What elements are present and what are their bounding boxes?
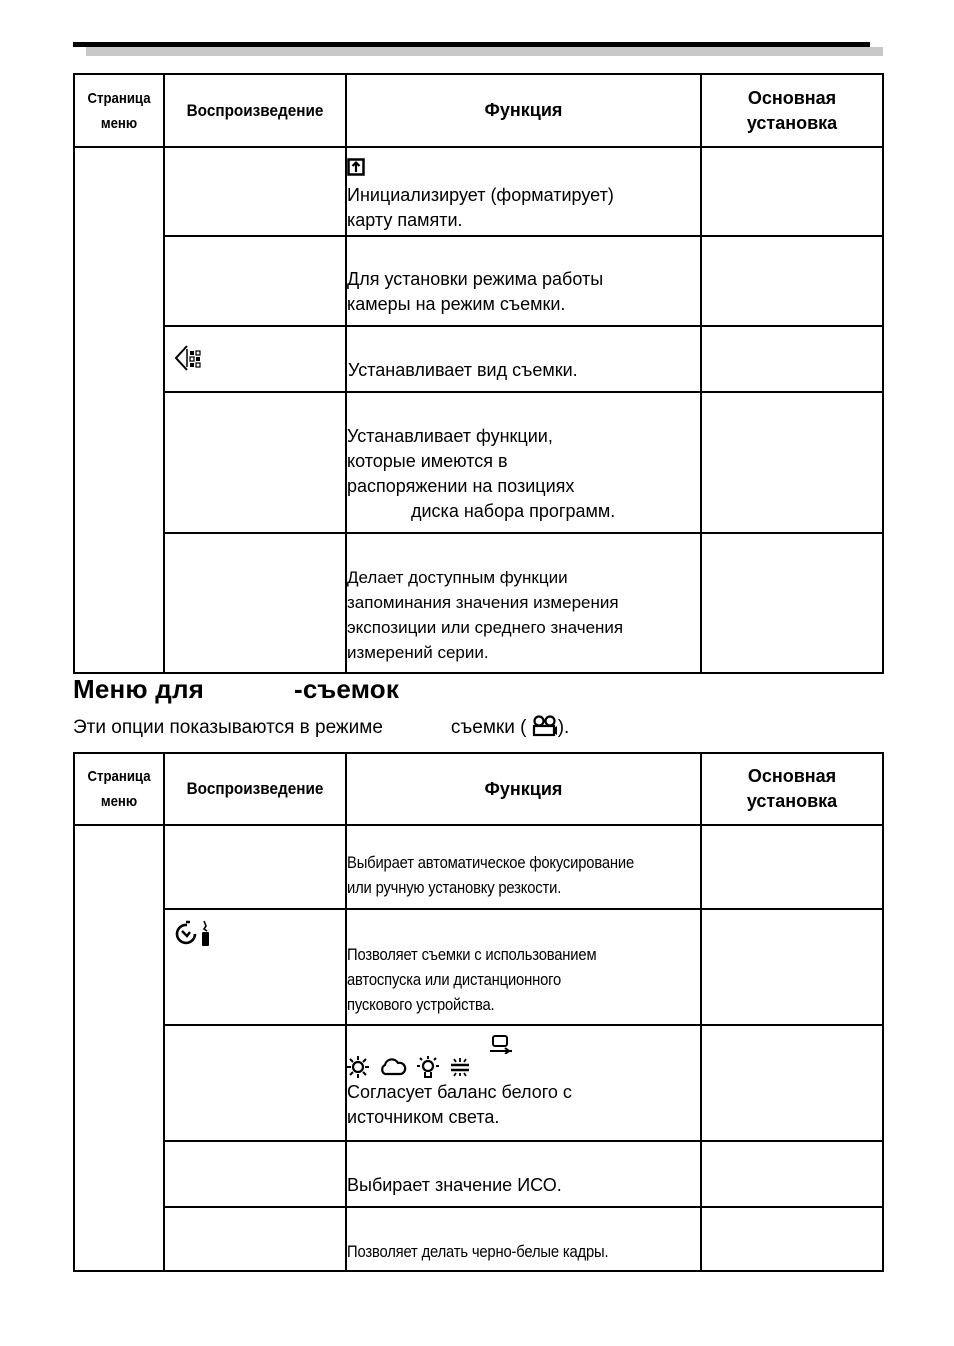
- page-cell: [74, 147, 164, 673]
- function-cell: Устанавливает функции, которые имеются в распоряжении на позициях диска набора программ.: [346, 392, 701, 533]
- table-row: [74, 1025, 883, 1141]
- function-cell: Выбирает значение ИСО.: [346, 1141, 701, 1207]
- playback-cell: [164, 1025, 346, 1141]
- tungsten-icon: [417, 1056, 439, 1078]
- card-format-icon: [347, 158, 365, 176]
- movie-camera-icon: [532, 715, 558, 737]
- function-cell: Для установки режима работы камеры на режим съемки.: [346, 236, 701, 326]
- function-cell: Позволяет съемки с использованием автоспуска или дистанционного пускового устройства.: [346, 909, 701, 1025]
- col-header-page: Страница меню: [79, 753, 158, 825]
- menu-table-2: [73, 752, 884, 1272]
- default-cell: [701, 825, 883, 909]
- section-title: Меню для -съемок: [73, 674, 400, 704]
- default-cell: [701, 1025, 883, 1141]
- function-cell: Позволяет делать черно-белые кадры.: [346, 1207, 701, 1271]
- daylight-icon: [347, 1056, 369, 1078]
- custom-wb-icon: [488, 1034, 514, 1054]
- default-cell: [701, 1207, 883, 1271]
- table-row: [74, 326, 883, 392]
- playback-cell: [164, 326, 346, 392]
- playback-cell: [164, 147, 346, 236]
- col-header-page: Страница меню: [79, 74, 158, 147]
- default-cell: [701, 147, 883, 236]
- col-header-default: Основная установка: [701, 74, 883, 147]
- self-timer-remote-icon: [175, 918, 215, 948]
- col-header-playback: Воспроизведение: [173, 74, 337, 147]
- playback-cell: [164, 1141, 346, 1207]
- table-header-row: [74, 74, 883, 147]
- default-cell: [701, 533, 883, 673]
- page-cell: [74, 825, 164, 1271]
- cloudy-icon: [379, 1057, 407, 1077]
- col-header-playback: Воспроизведение: [173, 753, 337, 825]
- default-cell: [701, 236, 883, 326]
- fluorescent-icon: [449, 1057, 471, 1077]
- playback-cell: [164, 533, 346, 673]
- playback-cell: [164, 909, 346, 1025]
- table-row: [74, 147, 883, 236]
- default-cell: [701, 392, 883, 533]
- function-cell: Инициализирует (форматирует) карту памяти.: [346, 147, 701, 236]
- menu-table-1: [73, 73, 884, 674]
- top-rule-shadow: [86, 47, 883, 56]
- table-header-row: [74, 753, 883, 825]
- table-row: [74, 1141, 883, 1207]
- default-cell: [701, 326, 883, 392]
- default-cell: [701, 909, 883, 1025]
- function-cell: Устанавливает вид съемки.: [346, 326, 701, 392]
- playback-cell: [164, 825, 346, 909]
- table-row: [74, 392, 883, 533]
- table-row: [74, 909, 883, 1025]
- col-header-function: Функция: [346, 74, 701, 147]
- shooting-mode-icon: [173, 343, 207, 373]
- playback-cell: [164, 236, 346, 326]
- table-row: [74, 825, 883, 909]
- col-header-default: Основная установка: [701, 753, 883, 825]
- table-row: [74, 533, 883, 673]
- function-cell: Согласует баланс белого с источником света.: [346, 1025, 701, 1141]
- table-row: [74, 1207, 883, 1271]
- playback-cell: [164, 1207, 346, 1271]
- function-cell: Делает доступным функции запоминания значения измерения экспозиции или среднего значения измерений серии.: [346, 533, 701, 673]
- playback-cell: [164, 392, 346, 533]
- section-subtitle: Эти опции показываются в режиме съемки ( ).: [73, 717, 570, 738]
- col-header-function: Функция: [346, 753, 701, 825]
- function-cell: Выбирает автоматическое фокусирование или ручную установку резкости.: [346, 825, 701, 909]
- default-cell: [701, 1141, 883, 1207]
- table-row: [74, 236, 883, 326]
